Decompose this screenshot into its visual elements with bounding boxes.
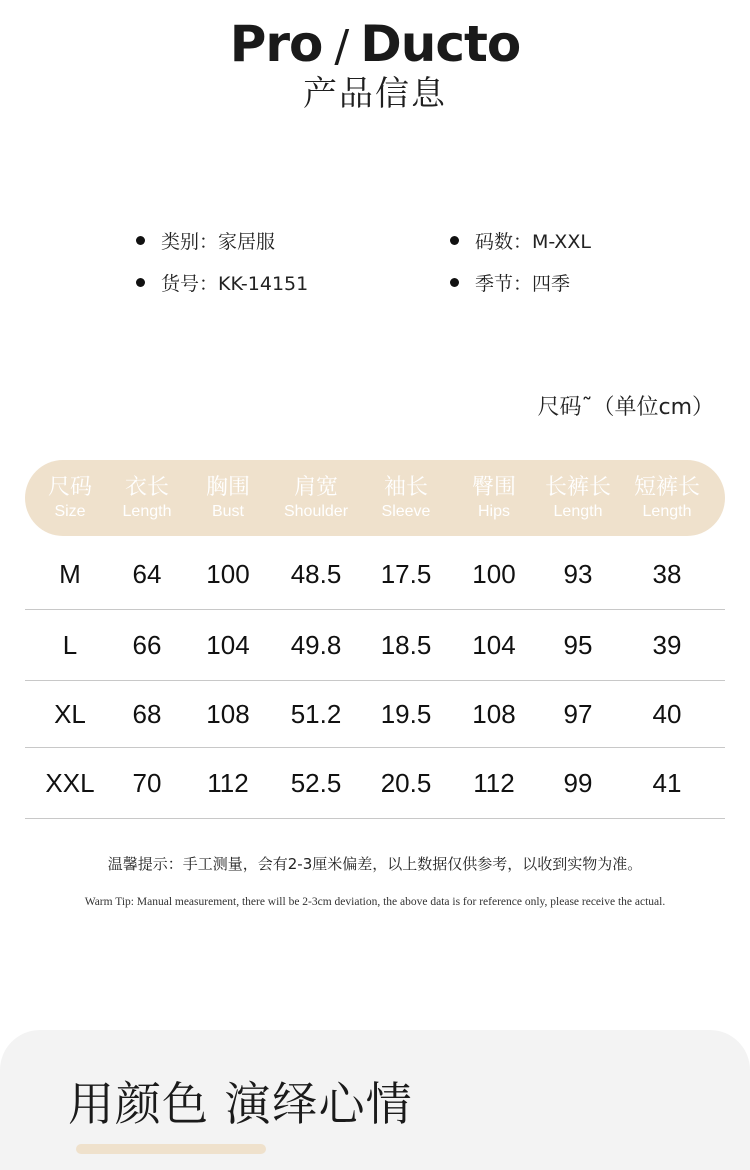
table-cell: L [62, 630, 78, 660]
table-cell: 99 [563, 768, 593, 798]
table-cell: 97 [563, 699, 593, 729]
table-cell: 93 [563, 559, 593, 589]
table-cell: 20.5 [380, 768, 432, 798]
header-cell-cn: 袖长 [383, 475, 428, 500]
header-cell [528, 474, 628, 522]
header-cell-en: Length [553, 503, 603, 520]
header-cell-cn: 臀围 [471, 475, 516, 500]
table-row [25, 681, 725, 748]
title-left: Pro [229, 15, 323, 73]
header-cell-en: Bust [211, 503, 244, 520]
header-cell [266, 474, 366, 522]
table-cell: XXL [45, 768, 95, 798]
header-cell-en: Hips [477, 503, 510, 520]
table-cell: M [59, 559, 81, 589]
header-cell [178, 474, 278, 522]
table-cell: 112 [473, 768, 515, 798]
header-cell-en: Shoulder [283, 503, 349, 520]
unit-note: 尺码˜（单位cm） [537, 395, 714, 420]
table-cell: 108 [206, 699, 250, 729]
table-cell: 38 [652, 559, 682, 589]
table-cell: 18.5 [380, 630, 432, 660]
header-cell-en: Length [642, 503, 692, 520]
info-sizes: 码数：M-XXL [450, 229, 591, 255]
bottom-section-title: 用颜色 演绎心情 [68, 1077, 413, 1131]
table-cell: 108 [472, 699, 516, 729]
table-row [25, 610, 725, 681]
table-cell: 66 [132, 630, 162, 660]
warm-tip-en: Warm Tip: Manual measurement, there will be 2-3cm deviation, the above data is for reference only, please receive the actual. [84, 896, 666, 908]
table-cell: 48.5 [290, 559, 342, 589]
header-cell-cn: 短裤长 [633, 475, 700, 500]
title-right: Ducto [360, 15, 521, 73]
header-cell-en: Size [54, 503, 86, 520]
info-item-no: 货号：KK-14151 [136, 271, 308, 297]
info-category: 类别：家居服 [136, 229, 275, 255]
table-cell: 39 [652, 630, 682, 660]
size-table-header [25, 460, 725, 536]
table-cell: 100 [472, 559, 516, 589]
header-cell [356, 474, 456, 522]
table-row [25, 540, 725, 610]
table-cell: 49.8 [290, 630, 342, 660]
header-cell-en: Length [122, 503, 172, 520]
table-cell: 19.5 [380, 699, 432, 729]
table-cell: 70 [132, 768, 162, 798]
page-title [0, 16, 750, 75]
table-cell: 104 [206, 630, 250, 660]
table-cell: 41 [652, 768, 682, 798]
table-cell: 40 [652, 699, 682, 729]
table-cell: XL [54, 699, 86, 729]
table-cell: 64 [132, 559, 162, 589]
header-cell-en: Sleeve [381, 503, 431, 520]
info-season: 季节：四季 [450, 271, 570, 297]
table-cell: 17.5 [380, 559, 432, 589]
table-cell: 68 [132, 699, 162, 729]
header-cell-cn: 肩宽 [293, 475, 338, 500]
warm-tip-cn: 温馨提示：手工测量，会有2-3厘米偏差，以上数据仅供参考，以收到实物为准。 [107, 855, 643, 873]
header-cell [617, 474, 717, 522]
header-cell-cn: 长裤长 [544, 475, 611, 500]
header-cell-cn: 衣长 [124, 475, 169, 500]
title-slash: / [334, 21, 349, 72]
header-cell-cn: 胸围 [205, 475, 250, 500]
table-cell: 100 [206, 559, 250, 589]
header-cell-cn: 尺码 [47, 475, 92, 500]
table-cell: 51.2 [290, 699, 342, 729]
table-cell: 112 [207, 768, 249, 798]
bottom-accent-bar [76, 1144, 266, 1154]
page-subtitle: 产品信息 [303, 74, 447, 114]
table-row [25, 748, 725, 819]
table-cell: 104 [472, 630, 516, 660]
table-cell: 95 [563, 630, 593, 660]
table-cell: 52.5 [290, 768, 342, 798]
